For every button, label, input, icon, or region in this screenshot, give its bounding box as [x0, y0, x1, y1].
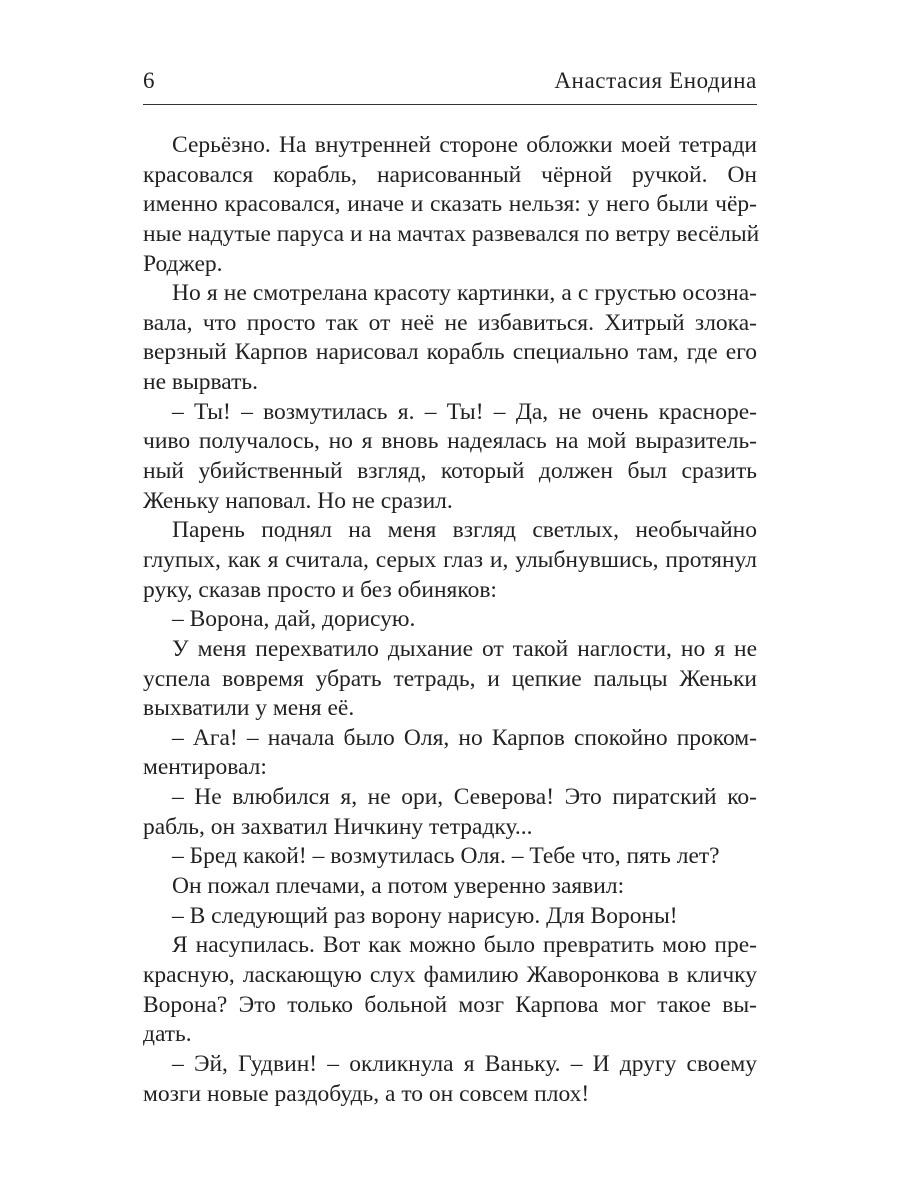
text-line: чиво получалось, но я вновь надеялась на мой выразитель-: [143, 428, 757, 455]
text-line: руку, сказав просто и без обиняков:: [143, 576, 497, 603]
text-line: успела вовремя убрать тетрадь, и цепкие пальцы Женьки: [143, 665, 757, 692]
text-line: – Ага! – начала было Оля, но Карпов спокойно проком-: [172, 724, 757, 751]
text-line: выхватили у меня её.: [143, 695, 355, 722]
text-line: – В следующий раз ворону нарисую. Для Вороны!: [172, 902, 678, 929]
text-line: – Бред какой! – возмутилась Оля. – Тебе что, пять лет?: [172, 843, 720, 870]
text-line: красовался корабль, нарисованный чёрной ручкой. Он: [143, 161, 757, 188]
text-line: Женьку наповал. Но не сразил.: [143, 487, 453, 514]
text-line: Ворона? Это только больной мозг Карпова мог такое вы-: [143, 991, 757, 1018]
text-line: дать.: [143, 1021, 192, 1048]
text-line: – Не влюбился я, не ори, Северова! Это пиратский ко-: [172, 784, 757, 811]
text-line: Роджер.: [143, 250, 223, 277]
body-text: [143, 131, 760, 1109]
text-line: верзный Карпов нарисовал корабль специально там, где его: [143, 339, 757, 366]
text-line: вала, что просто так от неё не избавиться. Хитрый злока-: [143, 309, 757, 336]
text-line: Парень поднял на меня взгляд светлых, необычайно: [172, 517, 757, 544]
text-line: Он пожал плечами, а потом уверенно заявил:: [172, 873, 625, 900]
text-line: Серьёзно. На внутренней стороне обложки моей тетради: [172, 132, 757, 158]
text-line: красную, ласкающую слух фамилию Жаворонкова в кличку: [143, 961, 757, 988]
text-line: мозги новые раздобудь, а то он совсем плох!: [143, 1080, 590, 1107]
text-line: не вырвать.: [143, 369, 258, 396]
text-line: глупых, как я считала, серых глаз и, улыбнувшись, протянул: [143, 546, 757, 573]
page-header: [143, 64, 757, 105]
text-line: ментировал:: [143, 754, 267, 781]
text-line: рабль, он захватил Ничкину тетрадку...: [143, 813, 533, 840]
text-line: ный убийственный взгляд, который должен был сразить: [143, 458, 757, 485]
text-line: – Эй, Гудвин! – окликнула я Ваньку. – И другу своему: [172, 1050, 757, 1077]
text-line: ные надутые паруса и на мачтах развевался по ветру весёлый: [143, 220, 760, 247]
page-number: 6: [143, 68, 155, 93]
text-line: Но я не смотрелана красоту картинки, а с грустью осозна-: [172, 280, 757, 307]
running-head-author: Анастасия Енодина: [554, 68, 757, 93]
text-line: именно красовался, иначе и сказать нельзя: у него были чёр-: [143, 191, 757, 218]
text-line: – Ворона, дай, дорисую.: [172, 606, 416, 633]
text-line: У меня перехватило дыхание от такой наглости, но я не: [172, 635, 757, 662]
text-line: Я насупилась. Вот как можно было превратить мою пре-: [172, 932, 757, 959]
text-line: – Ты! – возмутилась я. – Ты! – Да, не очень красноре-: [172, 398, 757, 425]
